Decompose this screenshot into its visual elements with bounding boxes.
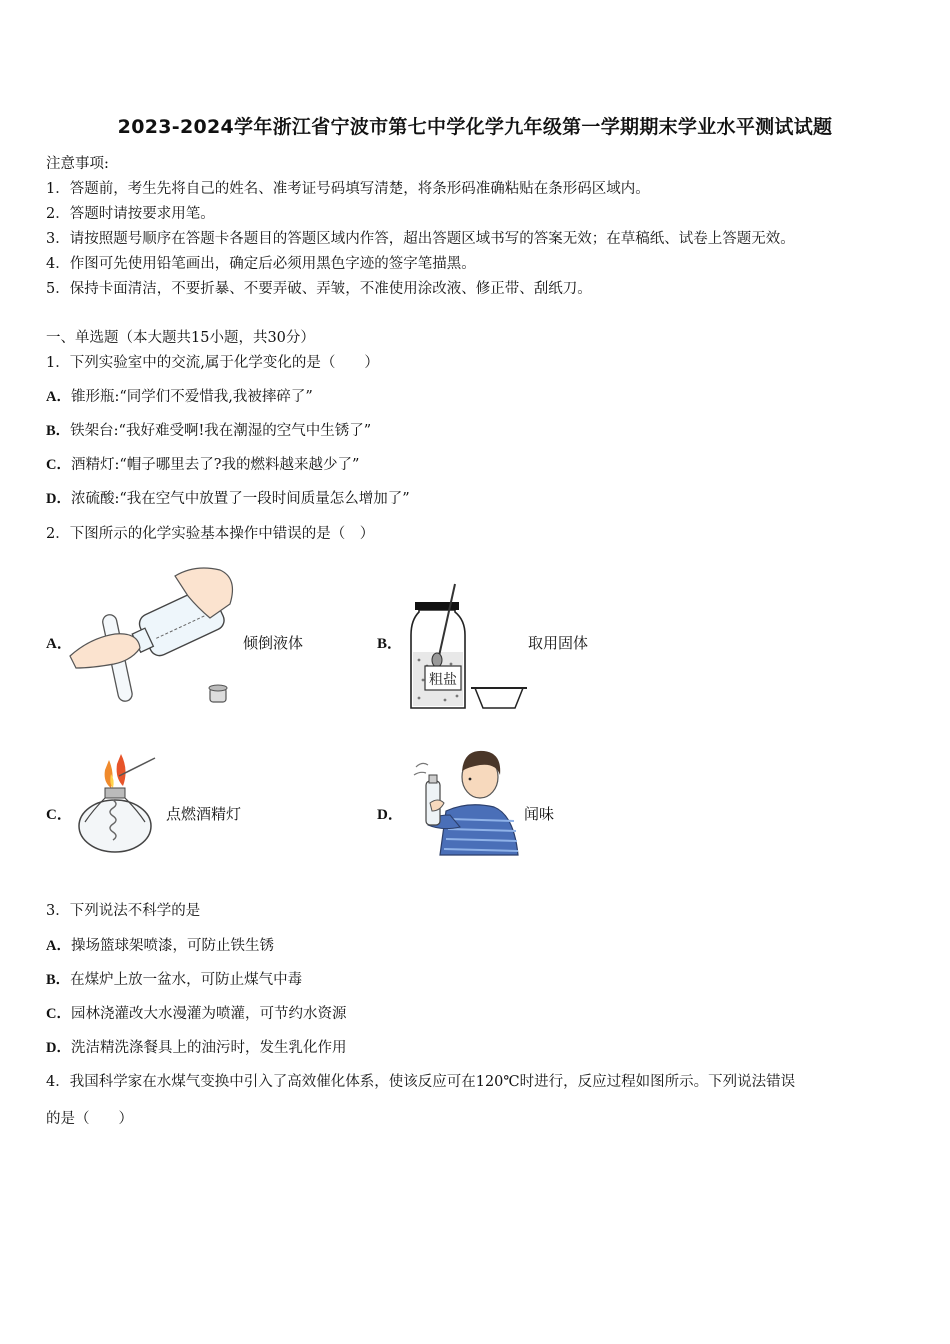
pouring-liquid-illustration bbox=[70, 556, 240, 711]
option-letter: C． bbox=[46, 807, 72, 823]
option-letter: B． bbox=[46, 972, 71, 988]
notice-item: 5．保持卡面清洁，不要折暴、不要弄破、弄皱，不准使用涂改液、修正带、刮纸刀。 bbox=[46, 281, 592, 297]
option-text: 园林浇灌改大水漫灌为喷灌，可节约水资源 bbox=[70, 1006, 347, 1022]
page-title: 2023-2024学年浙江省宁波市第七中学化学九年级第一学期期末学业水平测试试题 bbox=[117, 116, 833, 138]
option-letter: D． bbox=[46, 491, 71, 507]
option-text: 洗洁精洗涤餐具上的油污时，发生乳化作用 bbox=[70, 1040, 347, 1056]
option-label: 倾倒液体 bbox=[243, 634, 304, 652]
taking-solid-illustration bbox=[405, 580, 530, 715]
section-heading: 一、单选题（本大题共15小题，共30分） bbox=[46, 330, 315, 346]
notice-item: 2．答题时请按要求用笔。 bbox=[46, 206, 215, 222]
question-4-stem-continued: 的是（ ） bbox=[46, 1111, 133, 1127]
option-letter: D． bbox=[377, 807, 403, 823]
option-letter: C． bbox=[46, 1006, 71, 1022]
option-text: 操场篮球架喷漆，可防止铁生锈 bbox=[70, 938, 274, 954]
option-letter: A． bbox=[46, 389, 71, 405]
question-1-option-a bbox=[46, 385, 313, 406]
option-letter: D． bbox=[46, 1040, 71, 1056]
option-letter: B． bbox=[46, 423, 71, 439]
option-label: 闻味 bbox=[524, 805, 555, 823]
option-text: 铁架台:“我好难受啊!我在潮湿的空气中生锈了” bbox=[70, 423, 372, 439]
question-2-stem: 2．下图所示的化学实验基本操作中错误的是（ ） bbox=[46, 526, 375, 542]
question-4-stem: 4．我国科学家在水煤气变换中引入了高效催化体系，使该反应可在120℃时进行，反应过程如图所示。下列说法错误 bbox=[46, 1074, 796, 1090]
option-text: 在煤炉上放一盆水，可防止煤气中毒 bbox=[70, 972, 303, 988]
smelling-illustration bbox=[410, 745, 522, 857]
option-label: 点燃酒精灯 bbox=[166, 805, 242, 823]
question-1-stem: 1．下列实验室中的交流,属于化学变化的是（ ） bbox=[46, 355, 379, 371]
option-letter: B． bbox=[377, 636, 403, 652]
option-label: 取用固体 bbox=[528, 634, 589, 652]
notice-item: 3．请按照题号顺序在答题卡各题目的答题区域内作答，超出答题区域书写的答案无效；在草稿纸、试卷上答题无效。 bbox=[46, 231, 795, 247]
notice-item: 4．作图可先使用铅笔画出，确定后必须用黑色字迹的签字笔描黑。 bbox=[46, 256, 476, 272]
question-1-option-b bbox=[46, 419, 371, 440]
alcohol-lamp-illustration bbox=[75, 752, 160, 857]
option-text: 浓硫酸:“我在空气中放置了一段时间质量怎么增加了” bbox=[70, 491, 410, 507]
question-3-option-c bbox=[46, 1002, 346, 1023]
question-1-option-d bbox=[46, 487, 410, 508]
question-1-option-c bbox=[46, 453, 359, 474]
option-letter: C． bbox=[46, 457, 71, 473]
jar-label-text: 粗盐 bbox=[429, 672, 457, 688]
option-text: 酒精灯:“帽子哪里去了?我的燃料越来越少了” bbox=[70, 457, 360, 473]
notice-item: 1．答题前，考生先将自己的姓名、准考证号码填写清楚，将条形码准确粘贴在条形码区域内。 bbox=[46, 181, 650, 197]
option-letter: A． bbox=[46, 938, 71, 954]
question-3-option-b bbox=[46, 968, 302, 989]
question-3-option-d bbox=[46, 1036, 346, 1057]
notice-heading: 注意事项: bbox=[46, 156, 109, 172]
question-3-option-a bbox=[46, 934, 274, 955]
option-letter: A． bbox=[46, 636, 72, 652]
question-3-stem: 3．下列说法不科学的是 bbox=[46, 903, 201, 919]
option-text: 锥形瓶:“同学们不爱惜我,我被摔碎了” bbox=[70, 389, 313, 405]
